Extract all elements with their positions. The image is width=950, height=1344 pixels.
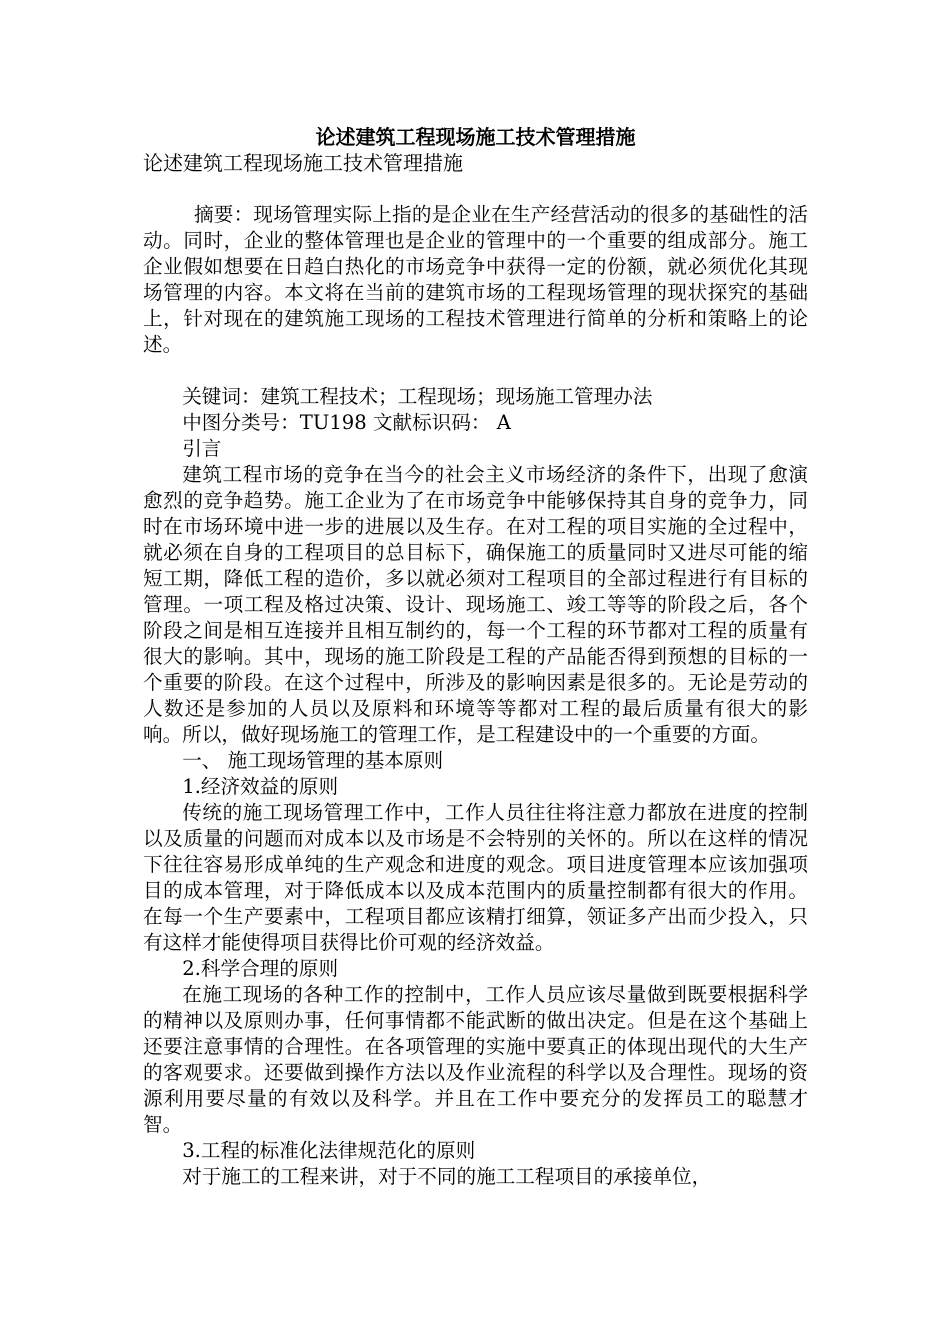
blank-line: [143, 176, 808, 202]
subsection-paragraph: 对于施工的工程来讲，对于不同的施工工程项目的承接单位，: [182, 1165, 712, 1188]
document-title: 论述建筑工程现场施工技术管理措施: [315, 125, 636, 149]
subsection-heading: 3.工程的标准化法律规范化的原则: [182, 1139, 476, 1162]
subsection-heading: 1.经济效益的原则: [182, 775, 339, 798]
intro-paragraph: 建筑工程市场的竞争在当今的社会主义市场经济的条件下，出现了愈演愈烈的竞争趋势。施工企业为了在市场竞争中能够保持其自身的竞争力，同时在市场环境中进一步的进展以及生存。在对工程的项目实施的全过程中，就必须在自身的工程项目的总目标下，确保施工的质量同时又进尽可能的缩短工期，降低工程的造价，多以就必须对工程项目的全部过程进行有目标的管理。一项工程及格过决策、设计、现场施工、竣工等等的阶段之后，各个阶段之间是相互连接并且相互制约的，每一个工程的环节都对工程的质量有很大的影响。其中，现场的施工阶段是工程的产品能否得到预想的目标的一个重要的阶段。在这个过程中，所涉及的影响因素是很多的。无论是劳动的人数还是参加的人员以及原料和环境等等都对工程的最后质量有很大的影响。所以，做好现场施工的管理工作，是工程建设中的一个重要的方面。: [143, 463, 808, 746]
section-heading: 一、 施工现场管理的基本原则: [182, 749, 444, 772]
subsection-paragraph: 传统的施工现场管理工作中，工作人员往往将注意力都放在进度的控制以及质量的问题而对成本以及市场是不会特别的关怀的。所以在这样的情况下往往容易形成单纯的生产观念和进度的观念。项目进度管理本应该加强项目的成本管理，对于降低成本以及成本范围内的质量控制都有很大的作用。在每一个生产要素中，工程项目都应该精打细算，领证多产出而少投入，只有这样才能使得项目获得比价可观的经济效益。: [143, 801, 808, 954]
blank-line: [143, 358, 808, 384]
document-subtitle: 论述建筑工程现场施工技术管理措施: [143, 151, 463, 175]
keywords-line: 关键词：建筑工程技术；工程现场；现场施工管理办法: [182, 385, 653, 408]
subsection-paragraph: 在施工现场的各种工作的控制中，工作人员应该尽量做到既要根据科学的精神以及原则办事，任何事情都不能武断的做出决定。但是在这个基础上还要注意事情的合理性。在各项管理的实施中要真正的体现出现代的大生产的客观要求。还要做到操作方法以及作业流程的科学以及合理性。现场的资源利用要尽量的有效以及科学。并且在工作中要充分的发挥员工的聪慧才智。: [143, 983, 808, 1136]
abstract-paragraph: 摘要：现场管理实际上指的是企业在生产经营活动的很多的基础性的活动。同时，企业的整体管理也是企业的管理中的一个重要的组成部分。施工企业假如想要在日趋白热化的市场竞争中获得一定的份额，就必须优化其现场管理的内容。本文将在当前的建筑市场的工程现场管理的现状探究的基础上，针对现在的建筑施工现场的工程技术管理进行简单的分析和策略上的论述。: [143, 203, 808, 356]
subsection-heading: 2.科学合理的原则: [182, 957, 339, 980]
document-body: [143, 124, 808, 1190]
classification-line: 中图分类号：TU198 文献标识码： A: [182, 411, 511, 434]
intro-heading: 引言: [182, 437, 222, 460]
